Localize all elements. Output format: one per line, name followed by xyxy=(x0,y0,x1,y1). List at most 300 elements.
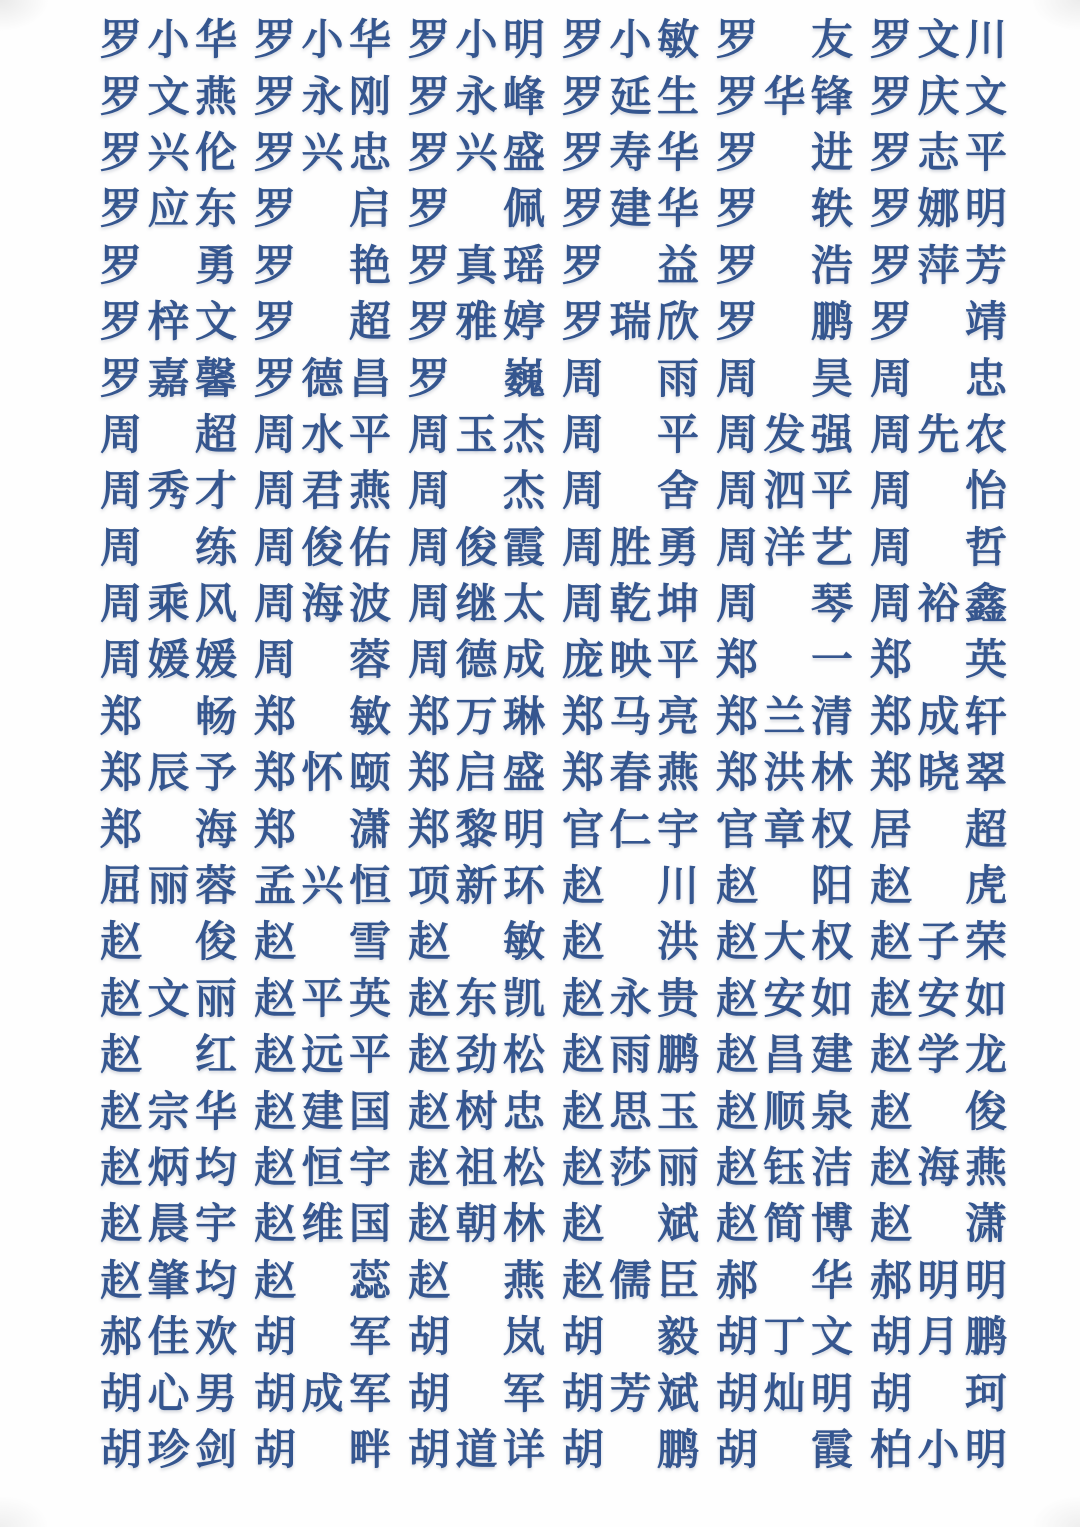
name-char: 赵 xyxy=(716,920,759,967)
name-cell xyxy=(716,802,853,858)
name-char: 赵 xyxy=(100,976,143,1023)
name-char: 胡 xyxy=(408,1427,451,1474)
name-cell xyxy=(716,972,853,1028)
name-char: 郝 xyxy=(870,1258,913,1305)
name-cell xyxy=(254,1028,391,1084)
name-char: 心 xyxy=(147,1371,190,1418)
name-cell xyxy=(408,633,545,689)
name-char: 赵 xyxy=(408,1033,451,1080)
name-cell xyxy=(408,1366,545,1422)
name-char: 婷 xyxy=(502,300,545,347)
name-char: 生 xyxy=(656,74,699,121)
name-char: 罗 xyxy=(408,356,451,403)
name-cell xyxy=(562,1028,699,1084)
name-char: 华 xyxy=(810,1258,853,1305)
name-char: 建 xyxy=(609,187,652,234)
name-char: 罗 xyxy=(254,300,297,347)
name-char: 新 xyxy=(455,864,498,911)
name-cell xyxy=(100,1254,237,1310)
name-char: 勇 xyxy=(194,243,237,290)
name-char: 川 xyxy=(656,864,699,911)
name-char: 超 xyxy=(348,300,391,347)
name-char: 裕 xyxy=(917,582,960,629)
name-char: 周 xyxy=(100,469,143,516)
name-cell xyxy=(716,1254,853,1310)
name-cell xyxy=(254,295,391,351)
name-char: 媛 xyxy=(147,638,190,685)
name-char: 林 xyxy=(810,751,853,798)
name-cell xyxy=(870,915,1007,971)
name-cell xyxy=(254,1423,391,1479)
name-char: 华 xyxy=(763,74,806,121)
name-char: 赵 xyxy=(562,864,605,911)
name-cell xyxy=(870,633,1007,689)
name-cell xyxy=(716,746,853,802)
name-char: 平 xyxy=(656,412,699,459)
name-char: 丽 xyxy=(194,976,237,1023)
name-cell xyxy=(870,1197,1007,1253)
name-cell xyxy=(870,1254,1007,1310)
name-char: 罗 xyxy=(254,74,297,121)
name-char: 瑶 xyxy=(502,243,545,290)
name-char: 洪 xyxy=(656,920,699,967)
name-char: 赵 xyxy=(716,1089,759,1136)
name-char: 丁 xyxy=(763,1315,806,1362)
name-char: 轩 xyxy=(964,694,1007,741)
name-char: 简 xyxy=(763,1202,806,1249)
name-char: 罗 xyxy=(254,243,297,290)
name-cell xyxy=(870,1084,1007,1140)
name-cell xyxy=(562,13,699,69)
name-char: 君 xyxy=(301,469,344,516)
name-cell xyxy=(870,182,1007,238)
name-char: 罗 xyxy=(408,18,451,65)
name-cell xyxy=(254,182,391,238)
name-cell xyxy=(254,1254,391,1310)
name-char: 周 xyxy=(408,525,451,572)
name-char: 俊 xyxy=(964,1089,1007,1136)
name-char: 郑 xyxy=(100,807,143,854)
name-char: 晓 xyxy=(917,751,960,798)
name-char: 乾 xyxy=(609,582,652,629)
name-char: 柏 xyxy=(870,1427,913,1474)
name-char: 劲 xyxy=(455,1033,498,1080)
name-char: 远 xyxy=(301,1033,344,1080)
name-char: 兴 xyxy=(301,130,344,177)
name-char: 祖 xyxy=(455,1146,498,1192)
name-cell xyxy=(716,351,853,407)
name-char: 明 xyxy=(917,1258,960,1305)
name-char: 继 xyxy=(455,582,498,629)
name-char: 巍 xyxy=(502,356,545,403)
name-char: 燕 xyxy=(964,1146,1007,1192)
name-cell xyxy=(408,351,545,407)
name-char: 朝 xyxy=(455,1202,498,1249)
name-char: 罗 xyxy=(716,130,759,177)
name-cell xyxy=(870,126,1007,182)
name-cell xyxy=(408,1028,545,1084)
name-cell xyxy=(254,408,391,464)
name-char: 周 xyxy=(254,412,297,459)
name-char: 郑 xyxy=(408,751,451,798)
name-char: 罗 xyxy=(870,74,913,121)
name-cell xyxy=(870,577,1007,633)
name-char: 小 xyxy=(147,18,190,65)
name-char: 龙 xyxy=(964,1033,1007,1080)
name-char: 宇 xyxy=(348,1146,391,1192)
name-char: 忠 xyxy=(964,356,1007,403)
name-char: 文 xyxy=(147,976,190,1023)
name-char: 珍 xyxy=(147,1427,190,1474)
name-cell xyxy=(100,915,237,971)
name-char: 海 xyxy=(301,582,344,629)
name-char: 罗 xyxy=(254,356,297,403)
name-char: 罗 xyxy=(716,300,759,347)
name-char: 华 xyxy=(656,130,699,177)
name-char: 罗 xyxy=(100,356,143,403)
name-cell xyxy=(408,295,545,351)
name-char: 宇 xyxy=(194,1202,237,1249)
name-char: 赵 xyxy=(562,976,605,1023)
name-char: 敏 xyxy=(656,18,699,65)
name-char: 胡 xyxy=(100,1427,143,1474)
name-char: 欣 xyxy=(656,300,699,347)
name-char: 虎 xyxy=(964,864,1007,911)
name-char: 赵 xyxy=(254,976,297,1023)
name-char: 先 xyxy=(917,412,960,459)
name-char: 超 xyxy=(194,412,237,459)
name-cell xyxy=(562,295,699,351)
name-char: 项 xyxy=(408,864,451,911)
name-cell xyxy=(716,1028,853,1084)
name-char: 昊 xyxy=(810,356,853,403)
name-char: 周 xyxy=(100,582,143,629)
name-char: 瑞 xyxy=(609,300,652,347)
name-char: 罗 xyxy=(870,187,913,234)
name-char: 英 xyxy=(964,638,1007,685)
name-char: 平 xyxy=(810,469,853,516)
name-cell xyxy=(716,408,853,464)
name-char: 明 xyxy=(964,1427,1007,1474)
name-char: 农 xyxy=(964,412,1007,459)
name-char: 应 xyxy=(147,187,190,234)
name-char: 燕 xyxy=(194,74,237,121)
name-char: 罗 xyxy=(870,18,913,65)
name-cell xyxy=(100,351,237,407)
name-char: 哲 xyxy=(964,525,1007,572)
name-cell xyxy=(254,690,391,746)
name-char: 赵 xyxy=(254,1033,297,1080)
name-char: 恒 xyxy=(348,864,391,911)
name-char: 丽 xyxy=(656,1146,699,1192)
name-char: 罗 xyxy=(254,187,297,234)
name-char: 顺 xyxy=(763,1089,806,1136)
name-char: 罗 xyxy=(562,130,605,177)
name-char: 赵 xyxy=(870,976,913,1023)
name-char: 胡 xyxy=(254,1371,297,1418)
name-char: 雨 xyxy=(609,1033,652,1080)
name-cell xyxy=(254,746,391,802)
name-cell xyxy=(408,746,545,802)
name-char: 安 xyxy=(917,976,960,1023)
name-char: 凯 xyxy=(502,976,545,1023)
name-cell xyxy=(716,690,853,746)
name-char: 周 xyxy=(408,412,451,459)
name-char: 刚 xyxy=(348,74,391,121)
name-cell xyxy=(870,690,1007,746)
name-char: 胡 xyxy=(870,1315,913,1362)
name-char: 寿 xyxy=(609,130,652,177)
name-char: 岚 xyxy=(502,1315,545,1362)
name-cell xyxy=(716,521,853,577)
name-char: 平 xyxy=(348,1033,391,1080)
name-char: 莎 xyxy=(609,1146,652,1192)
name-char: 忠 xyxy=(348,130,391,177)
name-char: 燕 xyxy=(348,469,391,516)
name-char: 罗 xyxy=(408,130,451,177)
name-char: 德 xyxy=(455,638,498,685)
name-cell xyxy=(408,521,545,577)
name-char: 周 xyxy=(716,356,759,403)
name-char: 秀 xyxy=(147,469,190,516)
name-char: 永 xyxy=(301,74,344,121)
name-char: 洪 xyxy=(763,751,806,798)
name-char: 周 xyxy=(562,582,605,629)
name-cell xyxy=(716,126,853,182)
name-char: 赵 xyxy=(408,1146,451,1192)
name-char: 明 xyxy=(502,18,545,65)
name-char: 环 xyxy=(502,864,545,911)
name-char: 斌 xyxy=(656,1202,699,1249)
name-char: 华 xyxy=(194,1089,237,1136)
name-char: 胡 xyxy=(100,1371,143,1418)
name-char: 周 xyxy=(716,582,759,629)
name-char: 郑 xyxy=(408,694,451,741)
name-cell xyxy=(100,1028,237,1084)
name-cell xyxy=(716,1197,853,1253)
name-char: 胡 xyxy=(716,1371,759,1418)
name-char: 郝 xyxy=(716,1258,759,1305)
name-char: 胡 xyxy=(716,1315,759,1362)
name-cell xyxy=(100,1423,237,1479)
name-char: 周 xyxy=(100,412,143,459)
name-char: 官 xyxy=(716,807,759,854)
name-cell xyxy=(408,126,545,182)
name-char: 郑 xyxy=(870,638,913,685)
name-char: 罗 xyxy=(716,243,759,290)
name-char: 赵 xyxy=(716,1146,759,1192)
name-char: 俊 xyxy=(301,525,344,572)
name-char: 小 xyxy=(301,18,344,65)
name-char: 进 xyxy=(810,130,853,177)
name-char: 子 xyxy=(917,920,960,967)
name-char: 勇 xyxy=(656,525,699,572)
name-char: 郑 xyxy=(254,694,297,741)
name-char: 胡 xyxy=(562,1371,605,1418)
name-char: 郑 xyxy=(254,751,297,798)
name-cell xyxy=(408,13,545,69)
name-char: 周 xyxy=(716,469,759,516)
name-cell xyxy=(562,69,699,125)
name-char: 兴 xyxy=(455,130,498,177)
name-char: 霞 xyxy=(810,1427,853,1474)
name-cell xyxy=(716,859,853,915)
name-cell xyxy=(254,1141,391,1197)
name-char: 仁 xyxy=(609,807,652,854)
name-cell xyxy=(716,1366,853,1422)
name-char: 周 xyxy=(254,638,297,685)
name-cell xyxy=(870,464,1007,520)
name-char: 真 xyxy=(455,243,498,290)
name-char: 珂 xyxy=(964,1371,1007,1418)
name-cell xyxy=(100,1141,237,1197)
name-char: 罗 xyxy=(100,130,143,177)
name-char: 钰 xyxy=(763,1146,806,1192)
name-cell xyxy=(562,633,699,689)
name-char: 平 xyxy=(348,412,391,459)
name-char: 周 xyxy=(870,525,913,572)
name-char: 盛 xyxy=(502,130,545,177)
name-cell xyxy=(254,1310,391,1366)
name-cell xyxy=(408,577,545,633)
name-char: 灿 xyxy=(763,1371,806,1418)
name-char: 周 xyxy=(716,412,759,459)
name-char: 海 xyxy=(194,807,237,854)
name-char: 英 xyxy=(348,976,391,1023)
name-cell xyxy=(254,633,391,689)
name-char: 周 xyxy=(562,469,605,516)
name-char: 锋 xyxy=(810,74,853,121)
name-char: 华 xyxy=(194,18,237,65)
name-char: 胜 xyxy=(609,525,652,572)
name-char: 琴 xyxy=(810,582,853,629)
name-char: 罗 xyxy=(100,300,143,347)
name-cell xyxy=(716,69,853,125)
name-char: 雨 xyxy=(656,356,699,403)
name-char: 洋 xyxy=(763,525,806,572)
name-char: 宗 xyxy=(147,1089,190,1136)
name-char: 益 xyxy=(656,243,699,290)
name-char: 永 xyxy=(609,976,652,1023)
name-char: 明 xyxy=(810,1371,853,1418)
name-char: 郑 xyxy=(254,807,297,854)
name-cell xyxy=(870,859,1007,915)
name-char: 芳 xyxy=(964,243,1007,290)
name-char: 黎 xyxy=(455,807,498,854)
name-char: 周 xyxy=(254,582,297,629)
name-cell xyxy=(716,239,853,295)
name-char: 胡 xyxy=(562,1427,605,1474)
name-char: 丽 xyxy=(147,864,190,911)
name-char: 罗 xyxy=(254,18,297,65)
name-cell xyxy=(562,746,699,802)
name-cell xyxy=(562,802,699,858)
name-cell xyxy=(100,1310,237,1366)
name-char: 琳 xyxy=(502,694,545,741)
name-char: 鹏 xyxy=(964,1315,1007,1362)
name-char: 赵 xyxy=(716,864,759,911)
name-char: 周 xyxy=(254,469,297,516)
name-cell xyxy=(100,13,237,69)
name-cell xyxy=(870,1366,1007,1422)
name-char: 周 xyxy=(870,469,913,516)
name-char: 军 xyxy=(502,1371,545,1418)
name-char: 阳 xyxy=(810,864,853,911)
name-char: 佑 xyxy=(348,525,391,572)
name-char: 炳 xyxy=(147,1146,190,1192)
name-char: 洁 xyxy=(810,1146,853,1192)
name-cell xyxy=(408,690,545,746)
name-char: 赵 xyxy=(870,1089,913,1136)
name-cell xyxy=(716,1084,853,1140)
name-cell xyxy=(716,13,853,69)
name-cell xyxy=(254,802,391,858)
name-char: 昌 xyxy=(348,356,391,403)
name-cell xyxy=(562,1310,699,1366)
name-char: 赵 xyxy=(562,920,605,967)
name-char: 罗 xyxy=(254,130,297,177)
name-char: 赵 xyxy=(254,1089,297,1136)
name-char: 敏 xyxy=(348,694,391,741)
name-char: 罗 xyxy=(100,18,143,65)
name-char: 畅 xyxy=(194,694,237,741)
name-cell xyxy=(254,915,391,971)
name-char: 蓉 xyxy=(348,638,391,685)
name-char: 平 xyxy=(656,638,699,685)
name-char: 亮 xyxy=(656,694,699,741)
name-char: 杰 xyxy=(502,412,545,459)
name-cell xyxy=(254,351,391,407)
name-char: 周 xyxy=(716,525,759,572)
name-char: 翠 xyxy=(964,751,1007,798)
name-char: 罗 xyxy=(562,187,605,234)
name-cell xyxy=(716,633,853,689)
name-char: 松 xyxy=(502,1146,545,1192)
name-cell xyxy=(870,746,1007,802)
name-char: 一 xyxy=(810,638,853,685)
name-cell xyxy=(254,859,391,915)
name-char: 荣 xyxy=(964,920,1007,967)
name-char: 赵 xyxy=(562,1258,605,1305)
name-cell xyxy=(100,972,237,1028)
name-cell xyxy=(408,802,545,858)
name-cell xyxy=(408,859,545,915)
name-char: 郑 xyxy=(716,751,759,798)
name-char: 赵 xyxy=(870,1202,913,1249)
name-char: 文 xyxy=(147,74,190,121)
name-cell xyxy=(254,239,391,295)
name-char: 明 xyxy=(502,807,545,854)
name-char: 周 xyxy=(100,638,143,685)
name-char: 罗 xyxy=(870,300,913,347)
name-char: 畔 xyxy=(348,1427,391,1474)
name-char: 佳 xyxy=(147,1315,190,1362)
name-char: 郝 xyxy=(100,1315,143,1362)
name-char: 发 xyxy=(763,412,806,459)
name-cell xyxy=(254,126,391,182)
name-char: 周 xyxy=(408,582,451,629)
name-char: 燕 xyxy=(502,1258,545,1305)
name-char: 赵 xyxy=(716,1033,759,1080)
name-char: 赵 xyxy=(408,1258,451,1305)
name-cell xyxy=(408,69,545,125)
name-char: 屈 xyxy=(100,864,143,911)
name-char: 赵 xyxy=(100,1202,143,1249)
name-char: 鑫 xyxy=(964,582,1007,629)
name-char: 罗 xyxy=(716,187,759,234)
name-cell xyxy=(562,182,699,238)
name-list xyxy=(100,13,1007,1479)
